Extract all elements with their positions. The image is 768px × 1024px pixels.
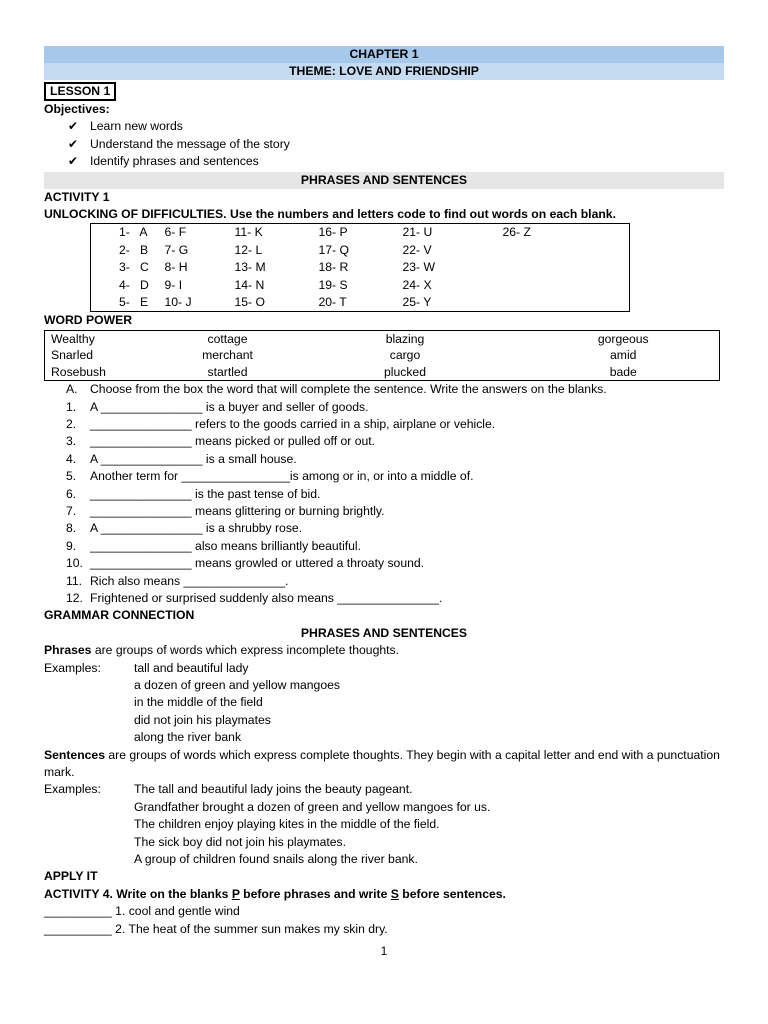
word-power-row <box>45 364 720 381</box>
objective-item: ✔ Identify phrases and sentences <box>68 153 724 170</box>
word-power-cell: gorgeous <box>597 331 649 346</box>
code-cell: 5- E <box>119 295 149 310</box>
document-page <box>44 46 724 938</box>
code-cell: 20- T <box>318 295 347 310</box>
word-power-cell: Rosebush <box>51 364 106 379</box>
exercise-item: 10. _______________ means growled or uttered a throaty sound. <box>66 556 425 571</box>
activity4-item: __________ 1. cool and gentle wind <box>44 904 240 919</box>
example-item: A group of children found snails along the river bank. <box>134 852 418 867</box>
exercise-item: 2. _______________ refers to the goods carried in a ship, airplane or vehicle. <box>66 416 496 431</box>
exercise-item: 6. _______________ is the past tense of bid. <box>66 486 321 501</box>
code-cell <box>503 242 630 259</box>
sentences-definition: Sentences are groups of words which express complete thoughts. They begin with a capital letter and end with a punctuation mark. <box>44 747 720 780</box>
chapter-heading: CHAPTER 1 <box>44 46 724 63</box>
code-cell: 13- M <box>234 260 266 275</box>
example-item: in the middle of the field <box>134 695 263 710</box>
lesson-label: LESSON 1 <box>44 82 116 101</box>
example-item: Examples: tall and beautiful lady <box>44 660 249 675</box>
code-cell: 24- X <box>402 277 432 292</box>
code-cell: 4- D <box>119 277 149 292</box>
word-power-cell: Wealthy <box>51 331 95 346</box>
code-cell: 1- A <box>119 225 148 240</box>
checkmark-icon: ✔ <box>68 136 79 151</box>
activity4-instruction: ACTIVITY 4. Write on the blanks P before phrases and write S before sentences. <box>44 886 506 901</box>
checkmark-icon: ✔ <box>68 119 79 134</box>
page-number: 1 <box>380 944 388 958</box>
code-row <box>91 259 630 276</box>
code-cell <box>503 277 630 294</box>
activity1-instruction: UNLOCKING OF DIFFICULTIES. Use the numbers and letters code to find out words on each blank. <box>44 207 616 222</box>
code-cell: 21- U <box>402 225 433 240</box>
example-item: Examples: The tall and beautiful lady joins the beauty pageant. <box>44 782 413 797</box>
word-power-table <box>44 330 720 381</box>
code-row <box>91 277 630 294</box>
word-power-row <box>45 330 720 347</box>
code-cell: 17- Q <box>318 242 349 257</box>
objective-item: ✔ Learn new words <box>68 118 724 135</box>
code-cell: 19- S <box>318 277 348 292</box>
code-cell: 10- J <box>164 295 192 310</box>
code-cell: 11- K <box>234 225 263 240</box>
activity1-title: ACTIVITY 1 <box>44 189 110 204</box>
code-cell: 9- I <box>164 277 183 292</box>
code-cell: 25- Y <box>402 295 432 310</box>
example-item: a dozen of green and yellow mangoes <box>134 678 340 692</box>
code-cell: 15- O <box>234 295 265 310</box>
exercise-item: 5. Another term for ________________is among or in, or into a middle of. <box>66 469 474 484</box>
code-cell: 6- F <box>164 225 187 240</box>
exercise-a-instruction: A. Choose from the box the word that will complete the sentence. Write the answers on the blanks. <box>66 382 607 397</box>
word-power-cell: cottage <box>207 331 248 346</box>
word-power-cell: plucked <box>383 364 426 379</box>
code-cell: 8- H <box>164 260 188 275</box>
word-power-cell: merchant <box>202 348 253 363</box>
code-cell: 22- V <box>402 242 432 257</box>
code-row <box>91 224 630 242</box>
code-row <box>91 242 630 259</box>
code-table <box>90 223 630 312</box>
exercise-item: 1. A _______________ is a buyer and seller of goods. <box>66 399 369 414</box>
sentence-examples <box>44 781 724 868</box>
exercise-item: 11. Rich also means _______________. <box>66 573 289 588</box>
section-heading: PHRASES AND SENTENCES <box>44 172 724 189</box>
exercise-item: 8. A _______________ is a shrubby rose. <box>66 521 303 536</box>
checkmark-icon: ✔ <box>68 154 79 169</box>
phrase-examples <box>44 660 724 747</box>
objectives-list <box>44 118 724 170</box>
activity4-item: __________ 2. The heat of the summer sun makes my skin dry. <box>44 921 388 936</box>
example-item: did not join his playmates <box>134 712 271 727</box>
exercise-item: 4. A _______________ is a small house. <box>66 451 297 466</box>
code-cell: 2- B <box>119 242 149 257</box>
exercise-a-list <box>44 399 724 608</box>
word-power-row <box>45 347 720 363</box>
code-cell: 12- L <box>234 242 263 257</box>
grammar-title: GRAMMAR CONNECTION <box>44 608 195 623</box>
example-item: Grandfather brought a dozen of green and yellow mangoes for us. <box>134 799 491 814</box>
example-item: The children enjoy playing kites in the middle of the field. <box>134 817 440 832</box>
objective-item: ✔ Understand the message of the story <box>68 136 724 153</box>
example-item: The sick boy did not join his playmates. <box>134 834 347 849</box>
code-cell <box>503 294 630 312</box>
code-cell <box>503 259 630 276</box>
word-power-cell: amid <box>610 348 637 363</box>
code-cell: 26- Z <box>502 225 531 240</box>
exercise-item: 7. _______________ means glittering or burning brightly. <box>66 503 385 518</box>
theme-heading: THEME: LOVE AND FRIENDSHIP <box>44 63 724 80</box>
code-cell: 3- C <box>119 260 149 275</box>
word-power-cell: blazing <box>385 331 425 346</box>
exercise-item: 9. _______________ also means brilliantly beautiful. <box>66 538 362 553</box>
phrases-definition: Phrases are groups of words which express incomplete thoughts. <box>44 643 399 658</box>
word-power-cell: bade <box>609 364 637 379</box>
code-row <box>91 294 630 312</box>
word-power-cell: Snarled <box>51 348 94 363</box>
exercise-item: 3. _______________ means picked or pulled off or out. <box>66 434 376 449</box>
grammar-subtitle: PHRASES AND SENTENCES <box>300 625 468 640</box>
example-item: along the river bank <box>134 730 242 745</box>
apply-title: APPLY IT <box>44 869 98 884</box>
code-cell: 16- P <box>318 225 348 240</box>
code-cell: 23- W <box>402 260 436 275</box>
word-power-cell: startled <box>207 364 248 379</box>
objectives-title: Objectives: <box>44 102 110 116</box>
exercise-item: 12. Frightened or surprised suddenly also means _______________. <box>66 590 443 605</box>
code-cell: 18- R <box>318 260 349 275</box>
code-cell: 7- G <box>164 242 189 257</box>
word-power-cell: cargo <box>389 348 421 363</box>
word-power-title: WORD POWER <box>44 313 133 328</box>
code-cell: 14- N <box>234 277 265 292</box>
